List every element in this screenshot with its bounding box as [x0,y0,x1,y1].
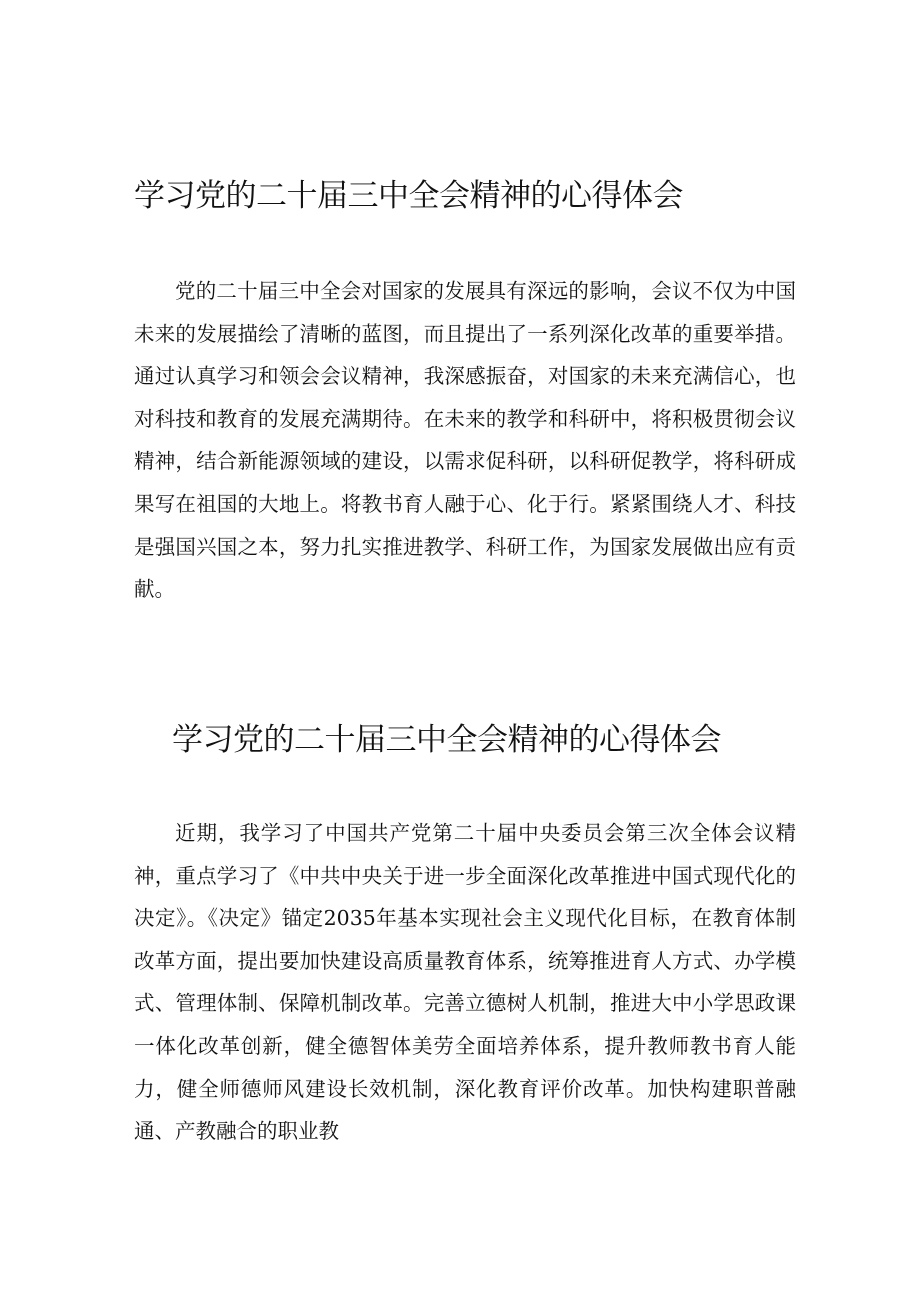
essay-body-1: 党的二十届三中全会对国家的发展具有深远的影响，会议不仅为中国未来的发展描绘了清晰的蓝图，而且提出了一系列深化改革的重要举措。通过认真学习和领会会议精神，我深感振奋，对国家的未来充满信心，也对科技和教育的发展充满期待。在未来的教学和科研中，将积极贯彻会议精神，结合新能源领域的建设，以需求促科研，以科研促教学，将科研成果写在祖国的大地上。将教书育人融于心、化于行。紧紧围绕人才、科技是强国兴国之本，努力扎实推进教学、科研工作，为国家发展做出应有贡献。 [134,279,796,602]
essay-title-2: 学习党的二十届三中全会精神的心得体会 [172,722,721,758]
essay-title-1: 学习党的二十届三中全会精神的心得体会 [134,178,683,214]
essay-body-2: 近期，我学习了中国共产党第二十届中央委员会第三次全体会议精神，重点学习了《中共中央关于进一步全面深化改革推进中国式现代化的决定》。《决定》锚定2035年基本实现社会主义现代化目标，在教育体制改革方面，提出要加快建设高质量教育体系，统筹推进育人方式、办学模式、管理体制、保障机制改革。完善立德树人机制，推进大中小学思政课一体化改革创新，健全德智体美劳全面培养体系，提升教师教书育人能力，健全师德师风建设长效机制，深化教育评价改革。加快构建职普融通、产教融合的职业教 [134,821,796,1144]
